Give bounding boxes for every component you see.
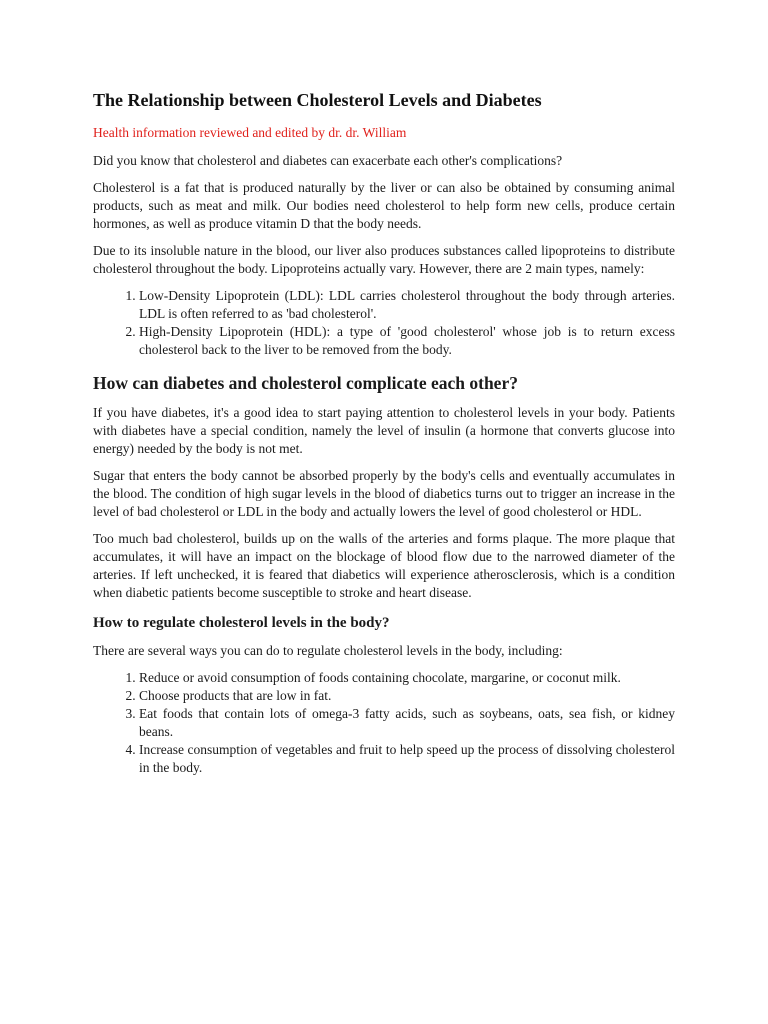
diabetes-paragraph: If you have diabetes, it's a good idea to start paying attention to cholesterol levels in your body. Patients with diabetes have a special condition, namely the level of insulin (a hormone that converts glucose into energy) needed by the body is not met. xyxy=(93,405,675,456)
list-item: 3. Eat foods that contain lots of omega-3 fatty acids, such as soybeans, oats, sea fish, or kidney beans. xyxy=(139,705,675,741)
lipoprotein-paragraph: Due to its insoluble nature in the blood, our liver also produces substances called lipoproteins to distribute cholesterol throughout the body. Lipoproteins actually vary. However, there are 2 main types, namely: xyxy=(93,243,675,276)
list-item: 4. Increase consumption of vegetables and fruit to help speed up the process of dissolving cholesterol in the body. xyxy=(139,741,675,777)
cholesterol-paragraph: Cholesterol is a fat that is produced naturally by the liver or can also be obtained by consuming animal products, such as meat and milk. Our bodies need cholesterol to help form new cells, produce certain hormones, as well as produce vitamin D that the body needs. xyxy=(93,180,675,231)
plaque-paragraph: Too much bad cholesterol, builds up on the walls of the arteries and forms plaque. The more plaque that accumulates, it will have an impact on the blockage of blood flow due to the narrowed diameter of the arteries. If left unchecked, it is feared that diabetics will experience atherosclerosis, which is a condition when diabetic patients become susceptible to stroke and heart disease. xyxy=(93,531,675,600)
intro-paragraph: Did you know that cholesterol and diabetes can exacerbate each other's complications? xyxy=(93,153,563,168)
lipoprotein-types-list xyxy=(93,287,675,359)
article-title: The Relationship between Cholesterol Levels and Diabetes xyxy=(93,90,542,110)
article-byline: Health information reviewed and edited by dr. dr. William xyxy=(93,125,407,140)
list-item: 2. Choose products that are low in fat. xyxy=(139,687,675,705)
regulate-intro-paragraph: There are several ways you can do to regulate cholesterol levels in the body, including: xyxy=(93,643,563,658)
sugar-paragraph: Sugar that enters the body cannot be absorbed properly by the body's cells and eventually accumulates in the blood. The condition of high sugar levels in the blood of diabetics turns out to trigger an increase in the level of bad cholesterol or LDL in the body and actually lowers the level of good cholesterol or HDL. xyxy=(93,468,675,519)
section-heading-complications: How can diabetes and cholesterol complicate each other? xyxy=(93,373,518,393)
list-item: 1. Low-Density Lipoprotein (LDL): LDL carries cholesterol throughout the body through arteries. LDL is often referred to as 'bad cholesterol'. xyxy=(139,287,675,323)
section-heading-regulate: How to regulate cholesterol levels in the body? xyxy=(93,615,390,631)
tips-list xyxy=(93,669,675,777)
list-item: 2. High-Density Lipoprotein (HDL): a type of 'good cholesterol' whose job is to return excess cholesterol back to the liver to be removed from the body. xyxy=(139,323,675,359)
list-item: 1. Reduce or avoid consumption of foods containing chocolate, margarine, or coconut milk. xyxy=(139,669,675,687)
